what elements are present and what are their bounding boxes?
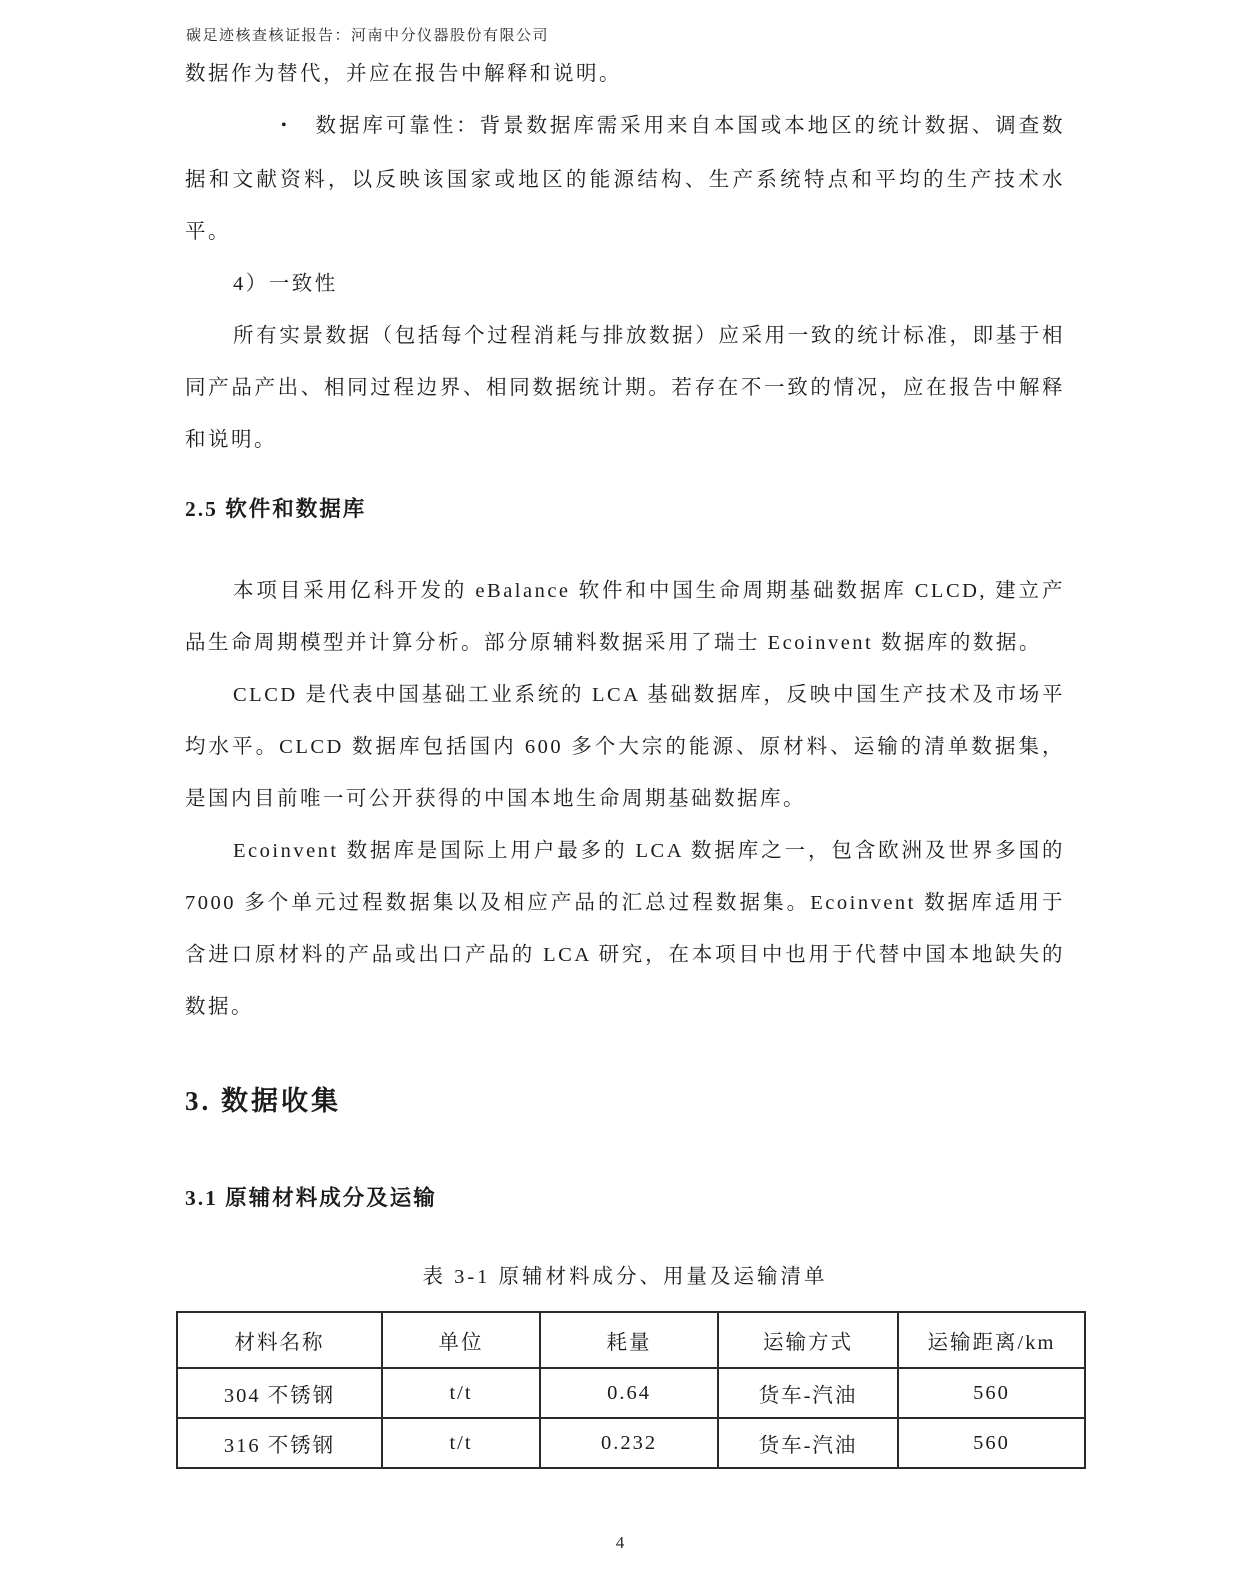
running-header: 碳足迹核查核证报告：河南中分仪器股份有限公司 — [186, 28, 550, 44]
paragraph-clcd: CLCD 是代表中国基础工业系统的 LCA 基础数据库，反映中国生产技术及市场平均水平。CLCD 数据库包括国内 600 多个大宗的能源、原材料、运输的清单数据集，是国内目前唯一可公开获得的中国本地生命周期基础数据库。 — [185, 684, 1065, 810]
table-cell-unit: t/t — [382, 1368, 540, 1418]
table-header-row — [177, 1312, 1085, 1368]
section-heading-3: 3. 数据收集 — [185, 1086, 341, 1116]
paragraph-ebalance: 本项目采用亿科开发的 eBalance 软件和中国生命周期基础数据库 CLCD, 建立产品生命周期模型并计算分析。部分原辅料数据采用了瑞士 Ecoinvent 数据库的数据。 — [185, 580, 1065, 654]
bullet-paragraph — [185, 100, 1065, 258]
table-cell-material: 304 不锈钢 — [177, 1368, 382, 1418]
page-number: 4 — [615, 1533, 625, 1552]
table-header-cell: 运输距离/km — [898, 1312, 1085, 1368]
table-header-cell: 单位 — [382, 1312, 540, 1368]
table-cell-transport-mode: 货车-汽油 — [718, 1368, 898, 1418]
document-body — [185, 48, 1065, 1469]
table-row — [177, 1418, 1085, 1468]
section-heading-2-5: 2.5 软件和数据库 — [185, 497, 367, 521]
paragraph-continuation: 数据作为替代，并应在报告中解释和说明。 — [185, 63, 622, 85]
table-cell-material: 316 不锈钢 — [177, 1418, 382, 1468]
table-header-cell: 材料名称 — [177, 1312, 382, 1368]
table-cell-distance: 560 — [898, 1418, 1085, 1468]
paragraph-ecoinvent: Ecoinvent 数据库是国际上用户最多的 LCA 数据库之一，包含欧洲及世界多国的 7000 多个单元过程数据集以及相应产品的汇总过程数据集。Ecoinvent 数据库适用于含进口原材料的产品或出口产品的 LCA 研究，在本项目中也用于代替中国本地缺失的数据。 — [185, 840, 1065, 1018]
list-item-4-title: 4）一致性 — [233, 273, 338, 295]
table-cell-unit: t/t — [382, 1418, 540, 1468]
bullet-text: 数据库可靠性：背景数据库需采用来自本国或本地区的统计数据、调查数据和文献资料，以反映该国家或地区的能源结构、生产系统特点和平均的生产技术水平。 — [185, 115, 1065, 243]
paragraph-consistency: 所有实景数据（包括每个过程消耗与排放数据）应采用一致的统计标准，即基于相同产品产出、相同过程边界、相同数据统计期。若存在不一致的情况，应在报告中解释和说明。 — [185, 325, 1065, 451]
table-row — [177, 1368, 1085, 1418]
table-cell-transport-mode: 货车-汽油 — [718, 1418, 898, 1468]
table-header-cell: 运输方式 — [718, 1312, 898, 1368]
table-cell-consumption: 0.232 — [540, 1418, 718, 1468]
table-caption: 表 3-1 原辅材料成分、用量及运输清单 — [422, 1266, 828, 1288]
table-cell-distance: 560 — [898, 1368, 1085, 1418]
bullet-icon: • — [281, 117, 290, 134]
materials-table — [176, 1311, 1086, 1469]
table-cell-consumption: 0.64 — [540, 1368, 718, 1418]
section-heading-3-1: 3.1 原辅材料成分及运输 — [185, 1186, 437, 1210]
table-header-cell: 耗量 — [540, 1312, 718, 1368]
